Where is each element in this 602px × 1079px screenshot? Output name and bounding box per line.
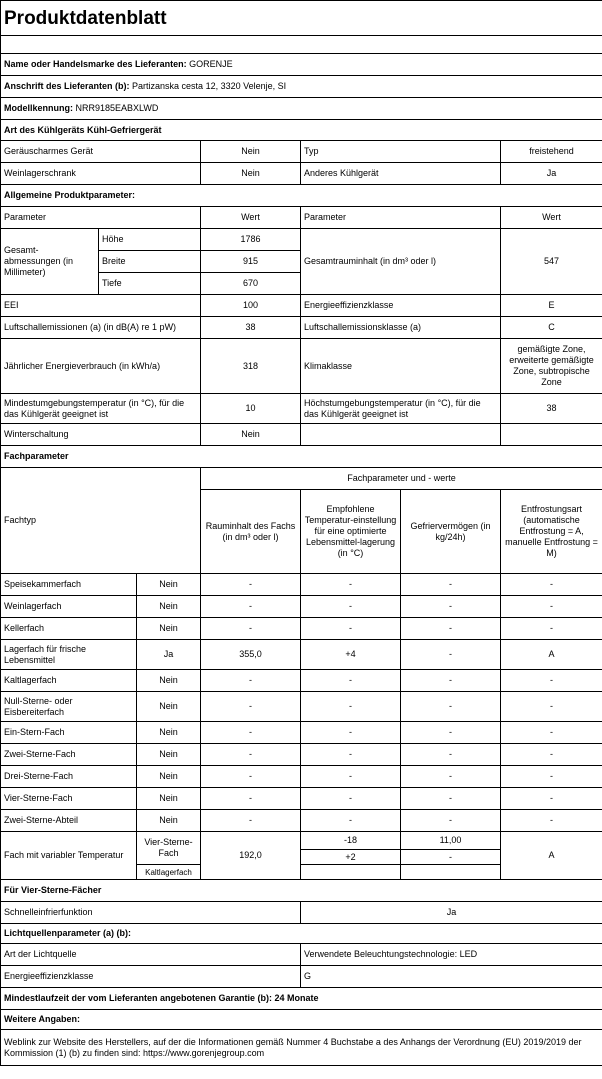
general-row-2-label2: Klimaklasse — [301, 339, 501, 394]
fach-row-defrost: - — [501, 744, 602, 766]
type-row-0-label2: Typ — [301, 141, 501, 163]
general-row-3-label2: Höchstumgebungstemperatur (in °C), für die das Kühlgerät geeignet ist — [301, 394, 501, 424]
fach-row-freeze: - — [401, 618, 501, 640]
fach-head-type: Fachtyp — [1, 468, 201, 574]
fach-head-volume: Rauminhalt des Fachs (in dm³ oder l) — [201, 490, 301, 574]
fach-row-volume: 355,0 — [201, 640, 301, 670]
fach-row-freeze: - — [401, 722, 501, 744]
four-star-section-heading: Für Vier-Sterne-Fächer — [1, 880, 602, 902]
general-row-1-value2: C — [501, 317, 602, 339]
variable-freeze1: 11,00 — [401, 832, 501, 850]
fach-row-volume: - — [201, 744, 301, 766]
fach-row-yn: Ja — [137, 640, 201, 670]
fach-row-yn: Nein — [137, 670, 201, 692]
general-row-2-label: Jährlicher Energieverbrauch (in kWh/a) — [1, 339, 201, 394]
light-row-1-value: G — [301, 966, 602, 988]
fach-row-defrost: - — [501, 722, 602, 744]
fach-row-defrost: A — [501, 640, 602, 670]
dims-width-label: Breite — [99, 251, 201, 273]
general-row-0-label: EEI — [1, 295, 201, 317]
general-row-0-value: 100 — [201, 295, 301, 317]
general-row-3-label: Mindestumgebungstemperatur (in °C), für die das Kühlgerät geeignet ist — [1, 394, 201, 424]
fach-row-volume: - — [201, 722, 301, 744]
quick-freeze-label: Schnelleinfrierfunktion — [1, 902, 301, 924]
type-row-1-label2: Anderes Kühlgerät — [301, 163, 501, 185]
general-head-value2: Wert — [501, 207, 602, 229]
fach-row-yn: Nein — [137, 596, 201, 618]
type-row-0-value2: freistehend — [501, 141, 602, 163]
fach-row-volume: - — [201, 670, 301, 692]
light-row-0-label: Art der Lichtquelle — [1, 944, 301, 966]
type-row-0-label: Geräuscharmes Gerät — [1, 141, 201, 163]
fach-row-yn: Nein — [137, 788, 201, 810]
fach-row-volume: - — [201, 574, 301, 596]
general-row-4-label: Winterschaltung — [1, 424, 201, 446]
general-row-2-value2: gemäßigte Zone, erweiterte gemäßigte Zone, subtropische Zone — [501, 339, 602, 394]
fach-row-name: Lagerfach für frische Lebensmittel — [1, 640, 137, 670]
fach-row-defrost: - — [501, 670, 602, 692]
model-label: Modellkennung: — [4, 103, 73, 113]
fach-row-temperature: - — [301, 810, 401, 832]
supplier-value: GORENJE — [189, 59, 233, 69]
address-row — [1, 76, 602, 98]
fach-row-temperature: - — [301, 670, 401, 692]
fach-row-name: Weinlagerfach — [1, 596, 137, 618]
volume-value: 547 — [501, 229, 602, 295]
general-section-heading: Allgemeine Produktparameter: — [1, 185, 602, 207]
general-row-1-label: Luftschallemissionen (a) (in dB(A) re 1 pW) — [1, 317, 201, 339]
fach-row-temperature: - — [301, 744, 401, 766]
fach-row-freeze: - — [401, 788, 501, 810]
fach-row-freeze: - — [401, 670, 501, 692]
dims-depth-value: 670 — [201, 273, 301, 295]
volume-label: Gesamtrauminhalt (in dm³ oder l) — [301, 229, 501, 295]
general-row-3-value: 10 — [201, 394, 301, 424]
fach-row-defrost: - — [501, 596, 602, 618]
fach-head-temperature: Empfohlene Temperatur-einstellung für eine optimierte Lebensmittel-lagerung (in °C) — [301, 490, 401, 574]
fach-row-volume: - — [201, 810, 301, 832]
fach-row-defrost: - — [501, 810, 602, 832]
light-row-1-label: Energieeffizienzklasse — [1, 966, 301, 988]
fach-row-name: Zwei-Sterne-Fach — [1, 744, 137, 766]
fach-row-temperature: +4 — [301, 640, 401, 670]
fach-row-name: Zwei-Sterne-Abteil — [1, 810, 137, 832]
fach-row-name: Speisekammerfach — [1, 574, 137, 596]
dims-height-label: Höhe — [99, 229, 201, 251]
more-section-heading: Weitere Angaben: — [1, 1010, 602, 1030]
variable-freeze2: - — [401, 850, 501, 865]
fach-head-freeze: Gefriervermögen (in kg/24h) — [401, 490, 501, 574]
fach-row-volume: - — [201, 788, 301, 810]
general-row-0-value2: E — [501, 295, 602, 317]
warranty: Mindestlaufzeit der vom Lieferanten angebotenen Garantie (b): 24 Monate — [1, 988, 602, 1010]
general-row-0-label2: Energieeffizienzklasse — [301, 295, 501, 317]
fach-row-defrost: - — [501, 766, 602, 788]
model-value: NRR9185EABXLWD — [75, 103, 159, 113]
type-row-1-value: Nein — [201, 163, 301, 185]
type-section-heading: Art des Kühlgeräts Kühl-Gefriergerät — [1, 120, 602, 141]
fach-row-yn: Nein — [137, 722, 201, 744]
general-head-param2: Parameter — [301, 207, 501, 229]
model-row — [1, 98, 602, 120]
general-row-4-value: Nein — [201, 424, 301, 446]
supplier-row — [1, 54, 602, 76]
fach-row-volume: - — [201, 692, 301, 722]
fach-row-freeze: - — [401, 692, 501, 722]
fach-row-temperature: - — [301, 618, 401, 640]
type-row-1-value2: Ja — [501, 163, 602, 185]
general-row-2-value: 318 — [201, 339, 301, 394]
manufacturer-weblink: Weblink zur Website des Herstellers, auf der die Informationen gemäß Nummer 4 Buchstabe a des Anhangs der Verordnung (EU) 2019/2019 der Kommission (1) (b) zu finden sind: https://www.gorenjegroup.com — [1, 1030, 602, 1066]
fach-head-defrost: Entfrostungsart (automatische Entfrostung = A, manuelle Entfrostung = M) — [501, 490, 602, 574]
fach-row-freeze: - — [401, 596, 501, 618]
fach-row-yn: Nein — [137, 574, 201, 596]
fach-row-name: Null-Sterne- oder Eisbereiterfach — [1, 692, 137, 722]
fach-row-name: Kellerfach — [1, 618, 137, 640]
variable-defrost: A — [501, 832, 602, 880]
dims-depth-label: Tiefe — [99, 273, 201, 295]
light-section-heading: Lichtquellenparameter (a) (b): — [1, 924, 602, 944]
general-row-3-value2: 38 — [501, 394, 602, 424]
supplier-label: Name oder Handelsmarke des Lieferanten: — [4, 59, 187, 69]
dims-height-value: 1786 — [201, 229, 301, 251]
type-row-1-label: Weinlagerschrank — [1, 163, 201, 185]
fach-section-heading: Fachparameter — [1, 446, 602, 468]
quick-freeze-value: Ja — [301, 902, 602, 924]
variable-volume: 192,0 — [201, 832, 301, 880]
address-label: Anschrift des Lieferanten (b): — [4, 81, 130, 91]
fach-row-temperature: - — [301, 788, 401, 810]
dims-label: Gesamt-abmessungen (in Millimeter) — [1, 229, 99, 295]
general-head-param: Parameter — [1, 207, 201, 229]
fach-row-yn: Nein — [137, 618, 201, 640]
fach-row-yn: Nein — [137, 766, 201, 788]
type-row-0-value: Nein — [201, 141, 301, 163]
general-row-1-label2: Luftschallemissionsklasse (a) — [301, 317, 501, 339]
variable-sub2: Kaltlagerfach — [137, 865, 201, 880]
light-row-0-value: Verwendete Beleuchtungstechnologie: LED — [301, 944, 602, 966]
variable-sub1: Vier-Sterne-Fach — [137, 832, 201, 865]
fach-row-name: Vier-Sterne-Fach — [1, 788, 137, 810]
general-row-4-label2 — [301, 424, 501, 446]
address-value: Partizanska cesta 12, 3320 Velenje, SI — [132, 81, 287, 91]
fach-row-freeze: - — [401, 810, 501, 832]
general-head-value: Wert — [201, 207, 301, 229]
dims-width-value: 915 — [201, 251, 301, 273]
fach-row-temperature: - — [301, 722, 401, 744]
fach-row-defrost: - — [501, 788, 602, 810]
fach-row-defrost: - — [501, 574, 602, 596]
fach-row-defrost: - — [501, 618, 602, 640]
fach-row-yn: Nein — [137, 692, 201, 722]
fach-row-temperature: - — [301, 574, 401, 596]
fach-head-group: Fachparameter und - werte — [201, 468, 602, 490]
fach-row-freeze: - — [401, 766, 501, 788]
fach-row-temperature: - — [301, 596, 401, 618]
fach-row-temperature: - — [301, 766, 401, 788]
fach-row-freeze: - — [401, 640, 501, 670]
page-title: Produktdatenblatt — [1, 1, 602, 36]
fach-row-yn: Nein — [137, 744, 201, 766]
fach-row-volume: - — [201, 596, 301, 618]
fach-row-freeze: - — [401, 744, 501, 766]
general-row-1-value: 38 — [201, 317, 301, 339]
fach-row-freeze: - — [401, 574, 501, 596]
variable-fach-name: Fach mit variabler Temperatur — [1, 832, 137, 880]
fach-row-name: Kaltlagerfach — [1, 670, 137, 692]
fach-row-name: Ein-Stern-Fach — [1, 722, 137, 744]
general-row-4-value2 — [501, 424, 602, 446]
variable-temp1: -18 — [301, 832, 401, 850]
fach-row-yn: Nein — [137, 810, 201, 832]
variable-temp2: +2 — [301, 850, 401, 865]
fach-row-volume: - — [201, 618, 301, 640]
fach-row-volume: - — [201, 766, 301, 788]
fach-row-temperature: - — [301, 692, 401, 722]
fach-row-defrost: - — [501, 692, 602, 722]
fach-row-name: Drei-Sterne-Fach — [1, 766, 137, 788]
